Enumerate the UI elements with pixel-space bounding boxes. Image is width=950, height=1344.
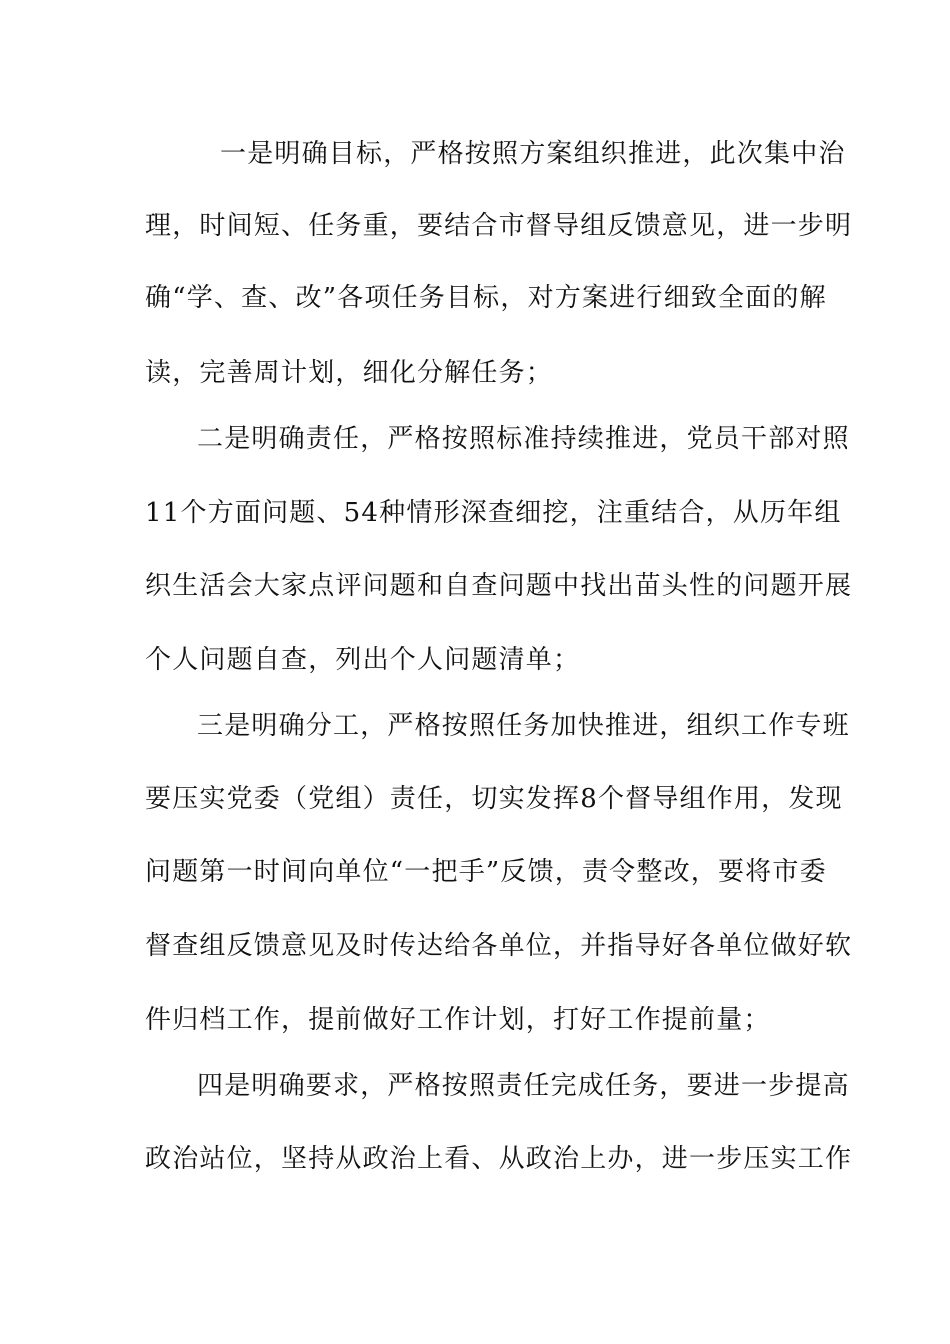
paragraph-2-line-3: 织生活会大家点评问题和自查问题中找出苗头性的问题开展 (145, 571, 853, 601)
paragraph-3-line-2: 要压实党委（党组）责任，切实发挥8个督导组作用，发现 (145, 784, 843, 814)
paragraph-2-line-1: 二是明确责任，严格按照标准持续推进，党员干部对照 (197, 424, 850, 454)
paragraph-3-line-1: 三是明确分工，严格按照任务加快推进，组织工作专班 (197, 711, 850, 741)
paragraph-2-line-4: 个人问题自查，列出个人问题清单； (145, 645, 581, 675)
paragraph-1-line-1: 一是明确目标，严格按照方案组织推进，此次集中治 (220, 139, 846, 169)
paragraph-1-line-2: 理，时间短、任务重，要结合市督导组反馈意见，进一步明 (145, 211, 853, 241)
paragraph-4-line-2: 政治站位，坚持从政治上看、从政治上办，进一步压实工作 (145, 1144, 853, 1174)
paragraph-3-line-5: 件归档工作，提前做好工作计划，打好工作提前量； (145, 1005, 771, 1035)
paragraph-3-line-4: 督查组反馈意见及时传达给各单位，并指导好各单位做好软 (145, 931, 853, 961)
paragraph-1-line-3: 确“学、查、改”各项任务目标，对方案进行细致全面的解 (145, 283, 827, 313)
paragraph-1-line-4: 读，完善周计划，细化分解任务； (145, 358, 554, 388)
paragraph-3-line-3: 问题第一时间向单位“一把手”反馈，责令整改，要将市委 (145, 857, 827, 887)
paragraph-4-line-1: 四是明确要求，严格按照责任完成任务，要进一步提高 (197, 1071, 850, 1101)
paragraph-2-line-2: 11个方面问题、54种情形深查细挖，注重结合，从历年组 (145, 498, 842, 528)
